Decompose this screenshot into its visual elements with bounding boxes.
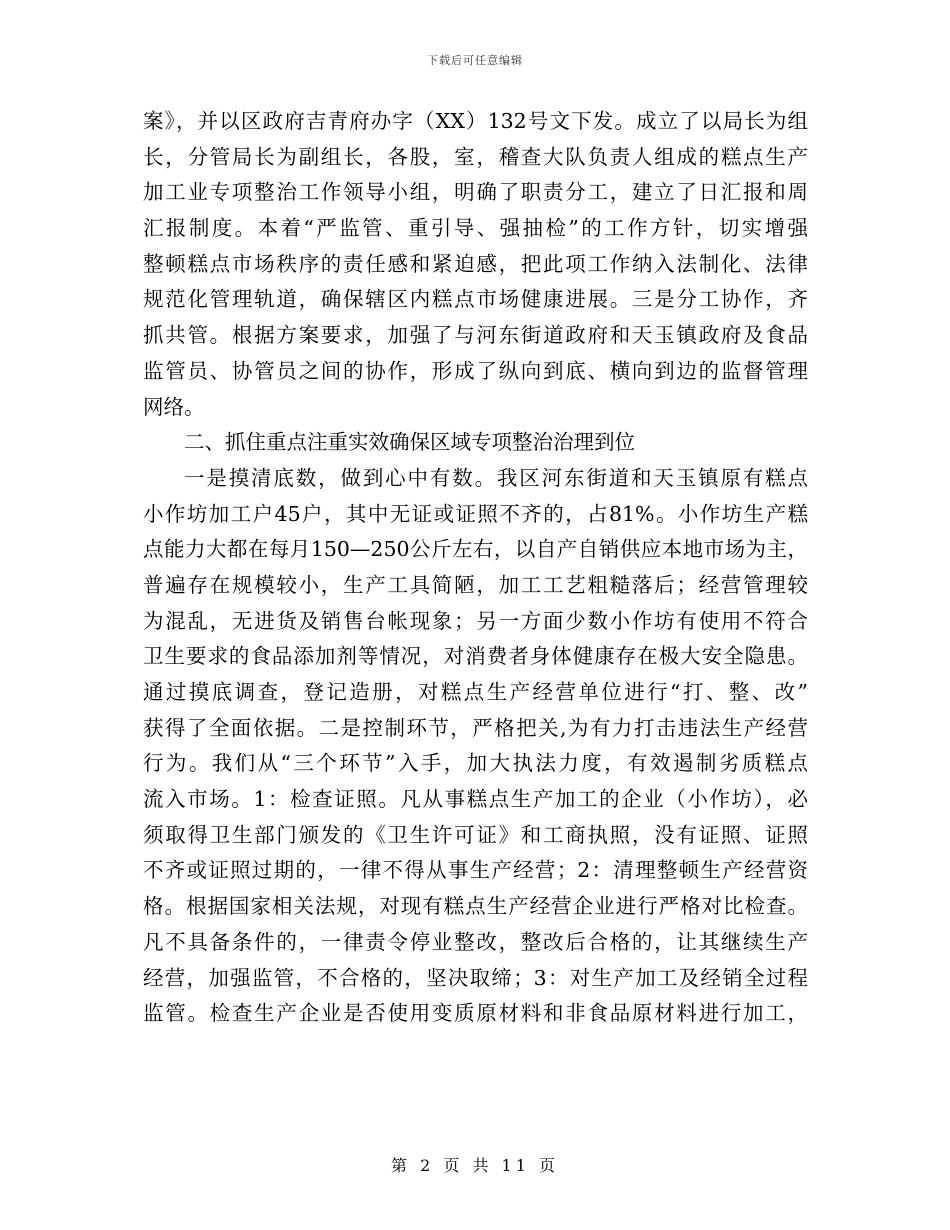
- section-heading: 二、抓住重点注重实效确保区域专项整治治理到位: [184, 430, 635, 455]
- text-line: 为混乱，无进货及销售台帐现象；另一方面少数小作坊有使用不符合: [143, 608, 808, 633]
- text-line: 案》，并以区政府吉青府办字（XX）132号文下发。成立了以局长为组: [143, 109, 808, 133]
- text-line: 一是摸清底数，做到心中有数。我区河东街道和天玉镇原有糕点: [184, 465, 808, 490]
- text-line: 凡不具备条件的，一律责令停业整改，整改后合格的，让其继续生产: [143, 929, 808, 954]
- text-line: 规范化管理轨道，确保辖区内糕点市场健康进展。三是分工协作，齐: [143, 287, 808, 312]
- text-line: 不齐或证照过期的，一律不得从事生产经营；2：清理整顿生产经营资: [143, 858, 808, 883]
- page-number-footer: 第 2 页 共 11 页: [391, 1156, 559, 1175]
- text-line: 卫生要求的食品添加剂等情况，对消费者身体健康存在极大安全隐患。: [143, 644, 808, 669]
- document-body: [143, 104, 808, 1032]
- text-line: 行为。我们从“三个环节”入手，加大执法力度，有效遏制劣质糕点: [143, 751, 808, 776]
- text-line: 汇报制度。本着“严监管、重引导、强抽检”的工作方针，切实增强: [143, 216, 808, 241]
- text-line: 流入市场。1：检查证照。凡从事糕点生产加工的企业（小作坊），必: [143, 787, 808, 812]
- text-line: 加工业专项整治工作领导小组，明确了职责分工，建立了日汇报和周: [143, 180, 808, 205]
- text-line: 小作坊加工户45户，其中无证或证照不齐的，占81%。小作坊生产糕: [143, 501, 808, 526]
- text-line: 网络。: [143, 394, 205, 419]
- text-line: 通过摸底调查，登记造册，对糕点生产经营单位进行“打、整、改”: [143, 680, 808, 704]
- page-header-note: 下载后可任意编辑: [427, 54, 523, 67]
- text-line: 须取得卫生部门颁发的《卫生许可证》和工商执照，没有证照、证照: [143, 822, 808, 847]
- text-line: 获得了全面依据。二是控制环节，严格把关,为有力打击违法生产经营: [143, 715, 808, 740]
- text-line: 经营，加强监管，不合格的，坚决取缔；3：对生产加工及经销全过程: [143, 965, 808, 990]
- text-line: 普遍存在规模较小，生产工具简陋，加工工艺粗糙落后；经营管理较: [143, 572, 808, 597]
- text-line: 点能力大都在每月150—250公斤左右，以自产自销供应本地市场为主，: [143, 537, 808, 562]
- text-line: 格。根据国家相关法规，对现有糕点生产经营企业进行严格对比检查。: [143, 894, 808, 919]
- text-line: 长，分管局长为副组长，各股，室，稽查大队负责人组成的糕点生产: [143, 144, 808, 169]
- text-line: 监管员、协管员之间的协作，形成了纵向到底、横向到边的监督管理: [143, 358, 808, 383]
- text-line: 整顿糕点市场秩序的责任感和紧迫感，把此项工作纳入法制化、法律: [143, 251, 808, 276]
- text-line: 抓共管。根据方案要求，加强了与河东街道政府和天玉镇政府及食品: [143, 323, 808, 348]
- text-line: 监管。检查生产企业是否使用变质原材料和非食品原材料进行加工，: [143, 1001, 808, 1026]
